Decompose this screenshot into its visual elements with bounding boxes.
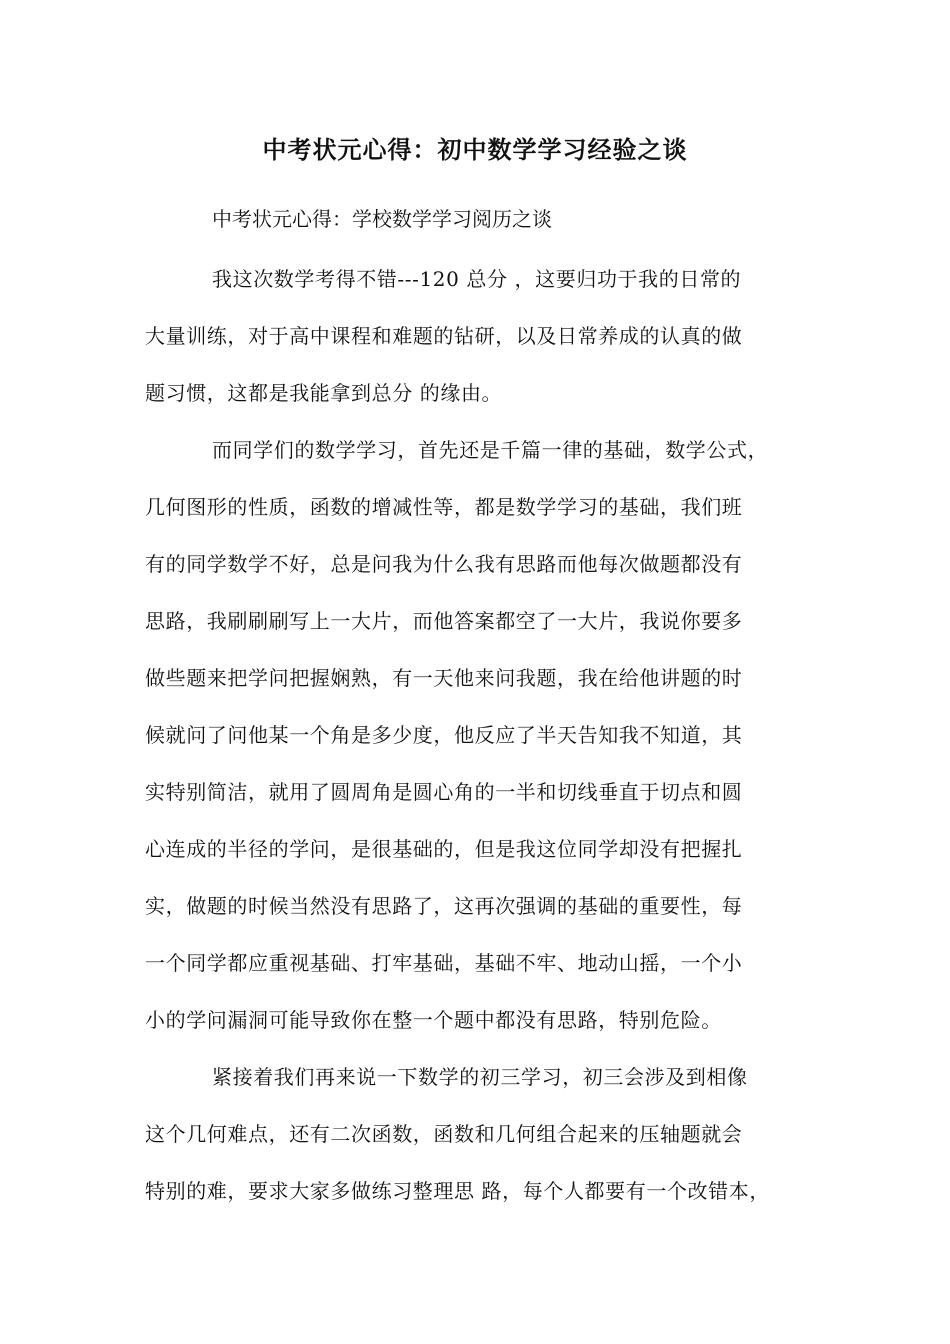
paragraph-line: 候就问了问他某一个角是多少度，他反应了半天告知我不知道，其: [145, 723, 743, 747]
paragraph-line: 我这次数学考得不错---120 总分 ，这要归功于我的日常的: [212, 267, 742, 291]
paragraph-line: 实，做题的时候当然没有思路了，这再次强调的基础的重要性，每: [145, 894, 743, 918]
paragraph-line: 小的学问漏洞可能导致你在整一个题中都没有思路，特别危险。: [145, 1008, 722, 1032]
paragraph-line: 心连成的半径的学问，是很基础的，但是我这位同学却没有把握扎: [145, 837, 743, 861]
paragraph-line: 有的同学数学不好，总是问我为什么我有思路而他每次做题都没有: [145, 552, 743, 576]
paragraph-line: 思路，我刷刷刷写上一大片，而他答案都空了一大片，我说你要多: [145, 609, 743, 633]
paragraph-line: 一个同学都应重视基础、打牢基础，基础不牢、地动山摇，一个小: [145, 951, 743, 975]
paragraph-line: 这个几何难点，还有二次函数，函数和几何组合起来的压轴题就会: [145, 1122, 743, 1146]
paragraph-line: 特别的难，要求大家多做练习整理思 路，每个人都要有一个改错本，: [145, 1179, 770, 1203]
paragraph-line: 做些题来把学问把握娴熟，有一天他来问我题，我在给他讲题的时: [145, 666, 743, 690]
paragraph-line: 大量训练，对于高中课程和难题的钻研，以及日常养成的认真的做: [145, 324, 743, 348]
paragraph-line: 题习惯，这都是我能拿到总分 的缘由。: [145, 381, 503, 405]
paragraph-line: 而同学们的数学学习，首先还是千篇一律的基础，数学公式，: [212, 438, 769, 462]
paragraph-line: 紧接着我们再来说一下数学的初三学习，初三会涉及到相像: [212, 1065, 748, 1089]
paragraph-line: 实特别简洁，就用了圆周角是圆心角的一半和切线垂直于切点和圆: [145, 780, 743, 804]
document-subtitle: 中考状元心得：学校数学学习阅历之谈: [212, 207, 552, 231]
document-title: 中考状元心得：初中数学学习经验之谈: [262, 135, 688, 164]
paragraph-line: 几何图形的性质，函数的增减性等，都是数学学习的基础，我们班: [145, 495, 743, 519]
